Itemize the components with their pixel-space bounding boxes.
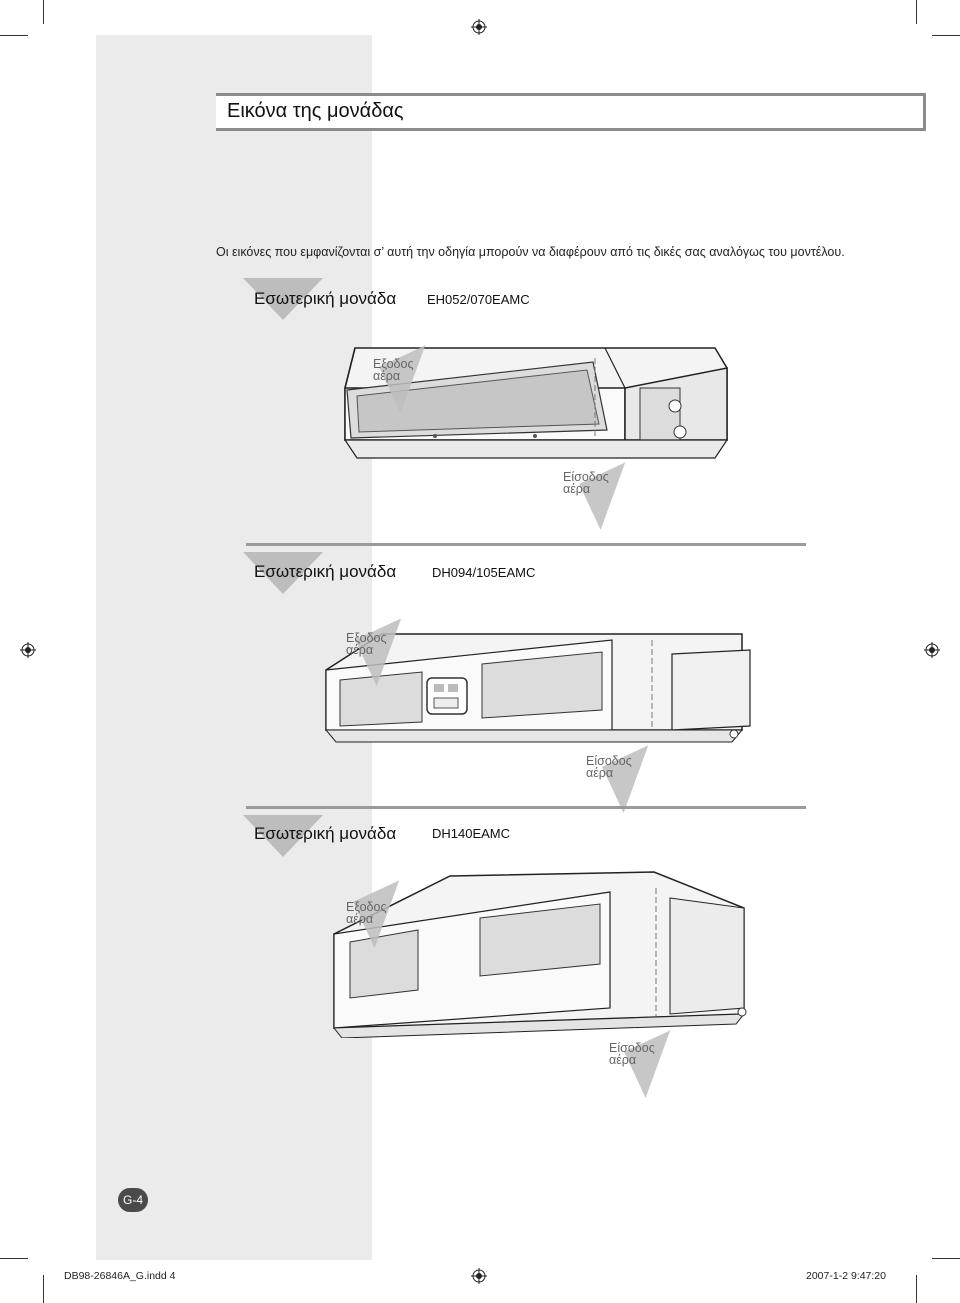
section-2-model: DH094/105EAMC xyxy=(432,565,536,580)
crop-mark xyxy=(0,1258,28,1259)
section-2-rule xyxy=(246,543,806,546)
crop-mark xyxy=(916,1275,917,1303)
section-3-label: Εσωτερική μονάδα xyxy=(254,824,397,843)
section-2-label: Εσωτερική μονάδα xyxy=(254,562,397,581)
section-1-outlet-line-2: αέρα xyxy=(373,369,401,383)
footer-file-name: DB98-26846A_G.indd 4 xyxy=(64,1270,176,1282)
section-3-inlet-callout xyxy=(609,1042,655,1066)
section-1-inlet-line-2: αέρα xyxy=(563,482,591,496)
section-2-inlet-callout xyxy=(586,755,632,779)
registration-mark-right-icon xyxy=(924,642,940,658)
section-3-inlet-line-2: αέρα xyxy=(609,1053,637,1067)
registration-mark-bottom-icon xyxy=(471,1268,487,1284)
crop-mark xyxy=(0,35,28,36)
section-1-inlet-callout xyxy=(563,471,609,495)
section-2-outlet-line-1: Εξοδος xyxy=(346,631,387,645)
unit-illustration-3 xyxy=(330,868,760,1038)
section-2-outlet-line-2: αέρα xyxy=(346,643,374,657)
crop-mark xyxy=(43,0,44,24)
section-3-inlet-line-1: Είσοδος xyxy=(609,1041,655,1055)
registration-mark-top-icon xyxy=(471,19,487,35)
registration-mark-left-icon xyxy=(20,642,36,658)
crop-mark xyxy=(932,35,960,36)
crop-mark xyxy=(916,0,917,24)
footer-timestamp: 2007-1-2 9:47:20 xyxy=(806,1270,886,1282)
page-title: Εικόνα της μονάδας xyxy=(227,100,404,122)
section-1-model: EH052/070EAMC xyxy=(427,292,530,307)
section-3-outlet-callout xyxy=(346,901,387,925)
crop-mark xyxy=(43,1275,44,1303)
crop-mark xyxy=(932,1258,960,1259)
intro-text: Οι εικόνες που εμφανίζονται σ’ αυτή την οδηγία μπορούν να διαφέρουν από τις δικές σας αναλόγως του μοντέλου. xyxy=(216,245,845,259)
section-3-model: DH140EAMC xyxy=(432,826,511,841)
section-3-rule xyxy=(246,806,806,809)
section-3-outlet-line-2: αέρα xyxy=(346,912,374,926)
page-number-badge: G-4 xyxy=(118,1188,148,1212)
section-2-inlet-line-1: Είσοδος xyxy=(586,754,632,768)
section-2-inlet-line-2: αέρα xyxy=(586,766,614,780)
section-3-outlet-line-1: Εξοδος xyxy=(346,900,387,914)
section-1-outlet-callout xyxy=(373,358,414,382)
section-1-inlet-line-1: Είσοδος xyxy=(563,470,609,484)
section-1-outlet-line-1: Εξοδος xyxy=(373,357,414,371)
section-1-label: Εσωτερική μονάδα xyxy=(254,289,397,308)
section-2-outlet-callout xyxy=(346,632,387,656)
